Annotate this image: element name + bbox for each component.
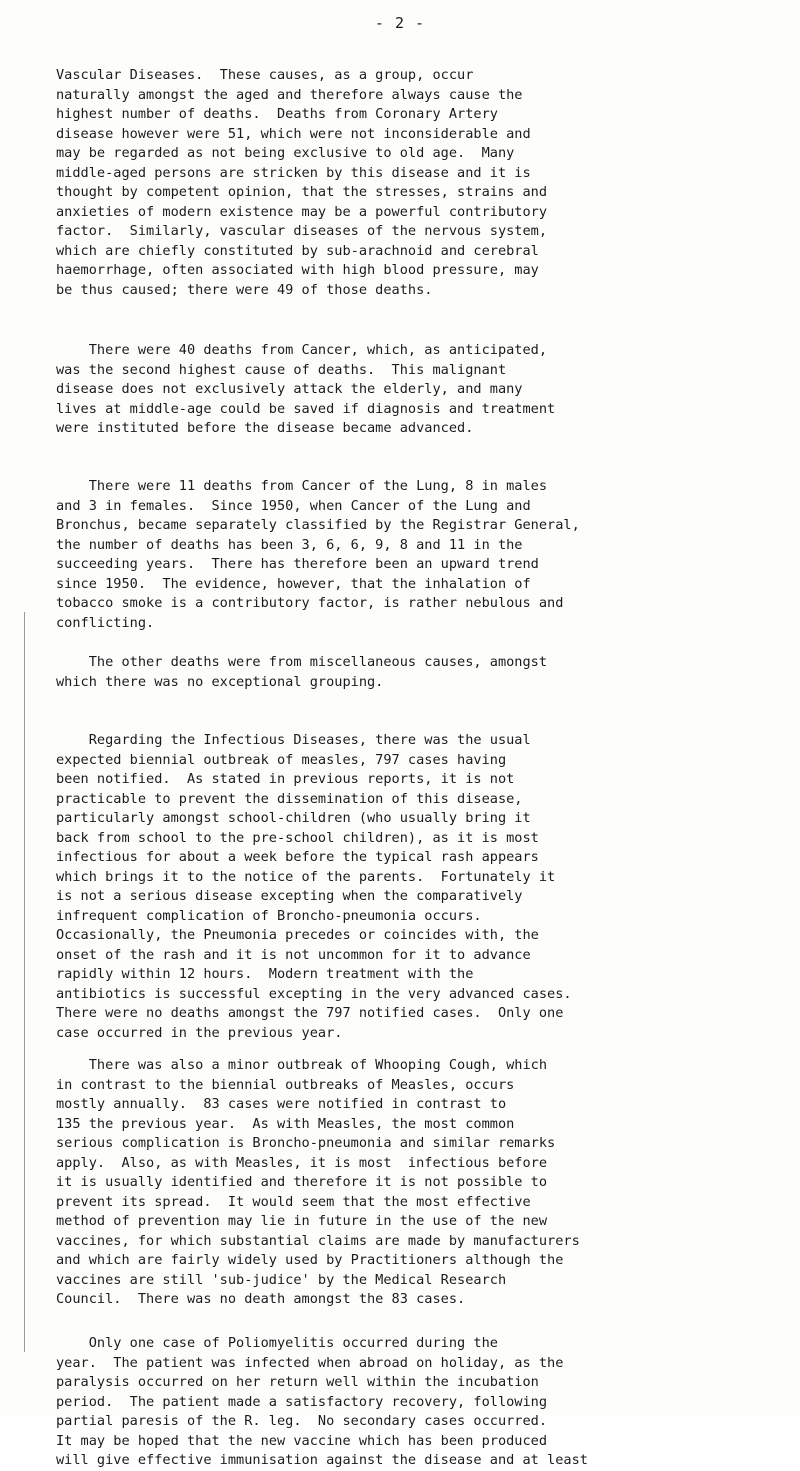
text-line: vaccines are still 'sub-judice' by the Medical Research <box>56 1271 507 1288</box>
text-line: tobacco smoke is a contributory factor, is rather nebulous and <box>56 595 564 611</box>
text-line: may be regarded as not being exclusive to old age. Many <box>56 145 515 161</box>
paragraph-vascular-diseases <box>56 66 796 300</box>
text-line: It may be hoped that the new vaccine which has been produced <box>56 1432 548 1449</box>
text-line: year. The patient was infected when abroad on holiday, as the <box>56 1354 564 1371</box>
text-line: Regarding the Infectious Diseases, there was the usual <box>56 732 531 748</box>
text-line: will give effective immunisation against the disease and at least <box>56 1452 588 1468</box>
text-line: highest number of deaths. Deaths from Coronary Artery <box>56 106 498 122</box>
text-line: mostly annually. 83 cases were notified in contrast to <box>56 1096 507 1112</box>
left-margin-rule <box>24 612 25 1352</box>
text-line: since 1950. The evidence, however, that the inhalation of <box>56 575 531 592</box>
text-line: which brings it to the notice of the parents. Fortunately it <box>56 868 556 885</box>
paragraph-measles <box>56 731 796 1043</box>
text-line: which are chiefly constituted by sub-arachnoid and cerebral <box>56 242 539 259</box>
text-line: apply. Also, as with Measles, it is most infectious before <box>56 1154 548 1171</box>
text-line: partial paresis of the R. leg. No secondary cases occurred. <box>56 1413 548 1429</box>
text-line: back from school to the pre-school children), as it is most <box>56 829 539 846</box>
text-line: rapidly within 12 hours. Modern treatment with the <box>56 966 474 982</box>
text-line: is not a serious disease excepting when the comparatively <box>56 888 523 904</box>
text-line: which there was no exceptional grouping. <box>56 673 384 690</box>
text-line: naturally amongst the aged and therefore always cause the <box>56 86 523 103</box>
text-line: There were no deaths amongst the 797 notified cases. Only one <box>56 1005 564 1021</box>
text-line: 135 the previous year. As with Measles, the most common <box>56 1115 515 1132</box>
text-line: The other deaths were from miscellaneous causes, amongst <box>56 654 548 670</box>
text-line: conflicting. <box>56 614 155 631</box>
text-line: Only one case of Poliomyelitis occurred during the <box>56 1335 498 1351</box>
text-line: succeeding years. There has therefore been an upward trend <box>56 556 539 572</box>
text-line: infectious for about a week before the typical rash appears <box>56 849 539 865</box>
text-line: Council. There was no death amongst the 83 cases. <box>56 1291 466 1307</box>
text-line: in contrast to the biennial outbreaks of Measles, occurs <box>56 1076 515 1093</box>
text-line: be thus caused; there were 49 of those deaths. <box>56 281 433 298</box>
text-line: expected biennial outbreak of measles, 797 cases having <box>56 751 507 768</box>
page-number: - 2 - <box>374 14 426 32</box>
text-line: onset of the rash and it is not uncommon for it to advance <box>56 946 531 963</box>
text-line: There were 11 deaths from Cancer of the Lung, 8 in males <box>56 478 548 494</box>
text-line: There were 40 deaths from Cancer, which, as anticipated, <box>56 342 548 358</box>
text-line: and which are fairly widely used by Practitioners although the <box>56 1252 564 1268</box>
text-line: lives at middle-age could be saved if diagnosis and treatment <box>56 400 556 417</box>
text-line: anxieties of modern existence may be a powerful contributory <box>56 203 548 220</box>
text-line: thought by competent opinion, that the stresses, strains and <box>56 184 548 200</box>
text-line: it is usually identified and therefore it is not possible to <box>56 1174 548 1190</box>
text-line: factor. Similarly, vascular diseases of the nervous system, <box>56 223 548 239</box>
text-line: paralysis occurred on her return well within the incubation <box>56 1374 539 1390</box>
text-line: method of prevention may lie in future in the use of the new <box>56 1213 548 1229</box>
paragraph-whooping-cough <box>56 1056 796 1310</box>
paragraph-cancer <box>56 341 796 439</box>
text-line: period. The patient made a satisfactory recovery, following <box>56 1393 548 1410</box>
text-line: been notified. As stated in previous reports, it is not <box>56 771 515 787</box>
text-line: prevent its spread. It would seem that the most effective <box>56 1193 531 1210</box>
text-line: practicable to prevent the dissemination of this disease, <box>56 790 523 807</box>
paragraph-miscellaneous <box>56 653 796 692</box>
text-line: was the second highest cause of deaths. This malignant <box>56 361 507 378</box>
text-line: vaccines, for which substantial claims are made by manufacturers <box>56 1232 580 1249</box>
text-line: case occurred in the previous year. <box>56 1024 343 1041</box>
paragraph-poliomyelitis <box>56 1334 796 1471</box>
text-line: Bronchus, became separately classified by the Registrar General, <box>56 517 580 533</box>
paragraph-lung-cancer <box>56 477 796 633</box>
text-line: disease however were 51, which were not inconsiderable and <box>56 125 531 142</box>
text-line: antibiotics is successful excepting in the very advanced cases. <box>56 985 572 1002</box>
text-line: were instituted before the disease became advanced. <box>56 420 474 436</box>
text-line: the number of deaths has been 3, 6, 6, 9, 8 and 11 in the <box>56 536 523 553</box>
text-line: Vascular Diseases. These causes, as a group, occur <box>56 67 474 83</box>
text-line: haemorrhage, often associated with high blood pressure, may <box>56 262 539 278</box>
text-line: and 3 in females. Since 1950, when Cancer of the Lung and <box>56 497 531 514</box>
text-line: particularly amongst school-children (who usually bring it <box>56 810 531 826</box>
text-line: disease does not exclusively attack the elderly, and many <box>56 381 523 397</box>
text-line: middle-aged persons are stricken by this disease and it is <box>56 164 531 181</box>
text-line: serious complication is Broncho-pneumonia and similar remarks <box>56 1135 556 1151</box>
text-line: Occasionally, the Pneumonia precedes or coincides with, the <box>56 927 539 943</box>
text-line: infrequent complication of Broncho-pneumonia occurs. <box>56 907 482 924</box>
text-line: There was also a minor outbreak of Whooping Cough, which <box>56 1057 548 1073</box>
